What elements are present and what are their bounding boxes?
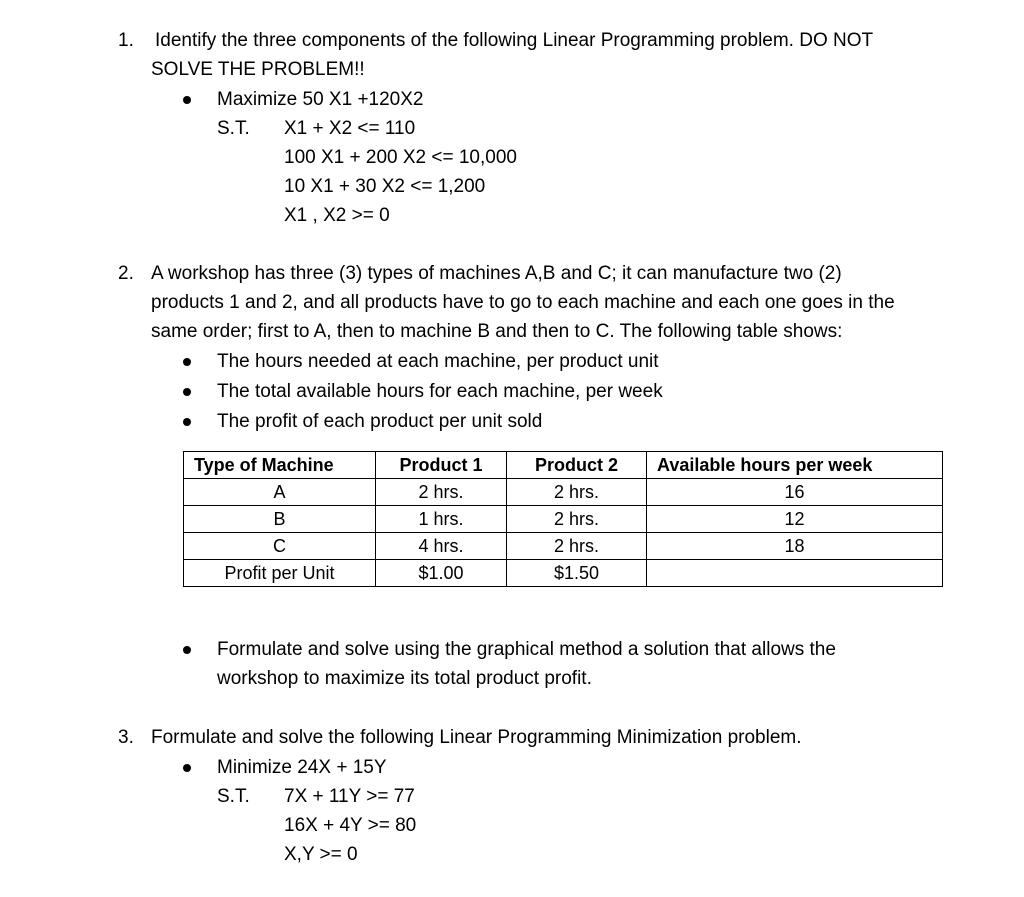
- machine-hours-table: [183, 451, 943, 587]
- header-product-1: Product 1: [376, 452, 507, 479]
- q1-st-label: S.T.: [217, 118, 250, 139]
- cell-profit-product-1: $1.00: [376, 560, 507, 587]
- q3-number: 3.: [118, 727, 134, 748]
- cell-machine: A: [184, 479, 376, 506]
- cell-profit-product-2: $1.50: [507, 560, 647, 587]
- table-row: [184, 506, 943, 533]
- q3-constraint: 7X + 11Y >= 77: [284, 786, 415, 807]
- cell-product-2: 2 hrs.: [507, 506, 647, 533]
- table-row: [184, 533, 943, 560]
- cell-available-hours: 18: [647, 533, 943, 560]
- q1-constraint: 10 X1 + 30 X2 <= 1,200: [284, 176, 486, 197]
- q3-constraint: X,Y >= 0: [284, 844, 358, 865]
- q2-task-line2: workshop to maximize its total product profit.: [217, 668, 592, 689]
- header-available-hours: Available hours per week: [647, 452, 943, 479]
- q3-objective: Minimize 24X + 15Y: [217, 757, 387, 778]
- cell-product-1: 1 hrs.: [376, 506, 507, 533]
- q2-line: products 1 and 2, and all products have to go to each machine and each one goes in the: [151, 292, 895, 313]
- cell-product-2: 2 hrs.: [507, 479, 647, 506]
- cell-machine: C: [184, 533, 376, 560]
- table-header-row: [184, 452, 943, 479]
- bullet-icon: [183, 646, 191, 654]
- table-row: [184, 479, 943, 506]
- cell-available-hours: 12: [647, 506, 943, 533]
- q3-line1: Formulate and solve the following Linear Programming Minimization problem.: [151, 727, 802, 748]
- bullet-icon: [183, 764, 191, 772]
- cell-product-1: 4 hrs.: [376, 533, 507, 560]
- q1-line2: SOLVE THE PROBLEM!!: [151, 59, 365, 80]
- q3-st-label: S.T.: [217, 786, 250, 807]
- cell-product-1: 2 hrs.: [376, 479, 507, 506]
- bullet-icon: [183, 418, 191, 426]
- q2-line: same order; first to A, then to machine B and then to C. The following table shows:: [151, 321, 843, 342]
- q2-bullet-text: The total available hours for each machine, per week: [217, 381, 663, 402]
- q1-constraint: X1 + X2 <= 110: [284, 118, 416, 139]
- q1-objective: Maximize 50 X1 +120X2: [217, 89, 424, 110]
- bullet-icon: [183, 96, 191, 104]
- cell-available-hours: 16: [647, 479, 943, 506]
- q1-constraint: 100 X1 + 200 X2 <= 10,000: [284, 147, 517, 168]
- q2-bullet-text: The profit of each product per unit sold: [217, 411, 543, 432]
- q1-line1: Identify the three components of the following Linear Programming problem. DO NOT: [155, 30, 874, 51]
- cell-machine: B: [184, 506, 376, 533]
- q2-line: A workshop has three (3) types of machines A,B and C; it can manufacture two (2): [151, 263, 842, 284]
- bullet-icon: [183, 388, 191, 396]
- bullet-icon: [183, 358, 191, 366]
- header-product-2: Product 2: [507, 452, 647, 479]
- q2-task-line1: Formulate and solve using the graphical method a solution that allows the: [217, 639, 836, 660]
- q3-constraint: 16X + 4Y >= 80: [284, 815, 417, 836]
- header-type-of-machine: Type of Machine: [184, 452, 376, 479]
- q2-number: 2.: [118, 263, 134, 284]
- q2-bullet-text: The hours needed at each machine, per product unit: [217, 351, 659, 372]
- q1-constraint: X1 , X2 >= 0: [284, 205, 390, 226]
- cell-product-2: 2 hrs.: [507, 533, 647, 560]
- cell-profit-label: Profit per Unit: [184, 560, 376, 587]
- q1-number: 1.: [118, 30, 134, 51]
- table-profit-row: [184, 560, 943, 587]
- cell-profit-available: [647, 560, 943, 587]
